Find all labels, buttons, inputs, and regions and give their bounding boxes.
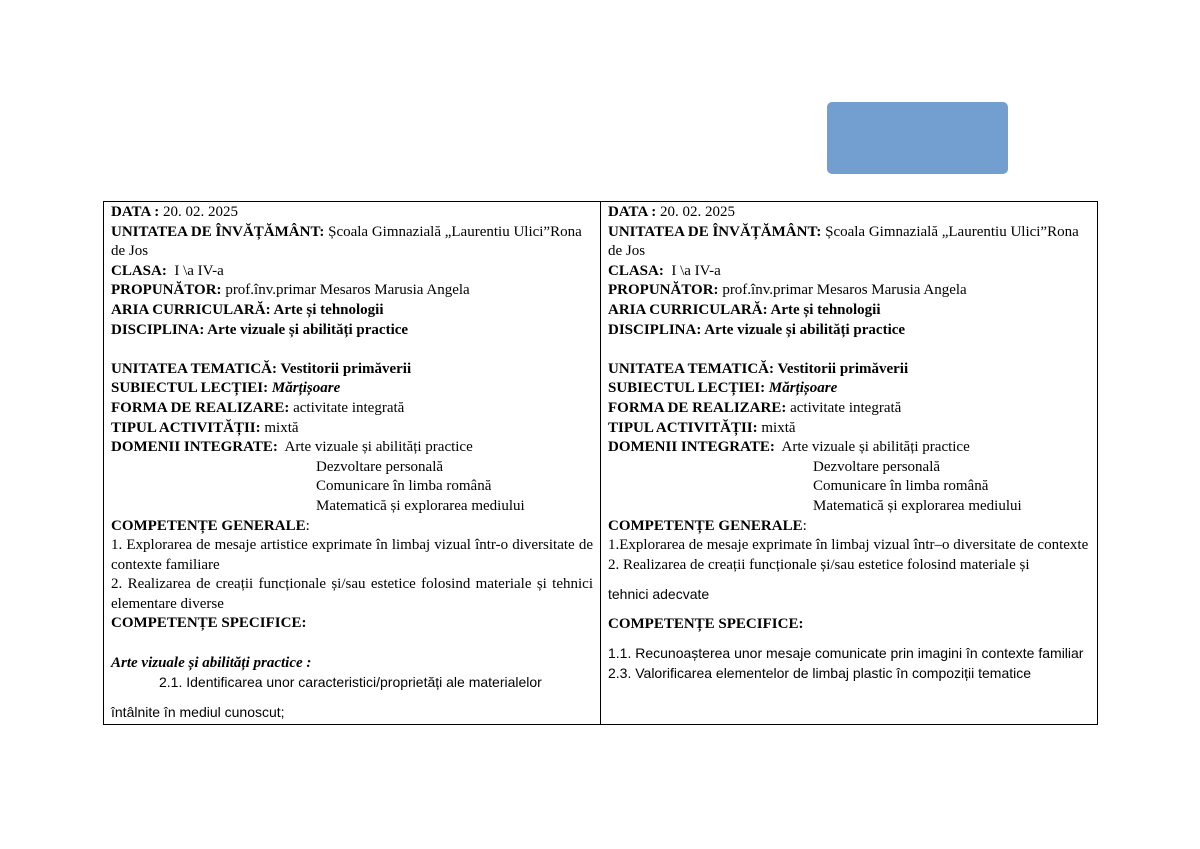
teacher-line (608, 281, 1090, 301)
school-label: UNITATEA DE ÎNVĂȚĂMÂNT: (111, 223, 325, 240)
domain-item: Dezvoltare personală (316, 458, 444, 475)
teacher-label: PROPUNĂTOR: (111, 282, 222, 299)
subject-value: Mărțișoare (268, 380, 341, 397)
thematic-unit-label: UNITATEA TEMATICĂ: (608, 360, 774, 377)
domains-line (111, 438, 593, 458)
activity-type-line (111, 419, 593, 439)
activity-type-label: TIPUL ACTIVITĂȚII: (111, 419, 261, 436)
thematic-unit-value: Vestitorii primăverii (277, 360, 412, 377)
right-cell (601, 202, 1098, 725)
general-competence-item: 1. Explorarea de mesaje artistice exprimate în limbaj vizual într-o diversitate de contexte familiare (111, 537, 593, 573)
domain-item: Dezvoltare personală (813, 458, 941, 475)
header-shape (827, 102, 1008, 174)
teacher-value: prof.înv.primar Mesaros Marusia Angela (221, 282, 470, 299)
subject-label: SUBIECTUL LECȚIEI: (608, 380, 766, 397)
curricular-area-value: Arte și tehnologii (767, 301, 881, 318)
activity-type-value: mixtă (757, 419, 796, 436)
domain-item: Comunicare în limba română (316, 478, 492, 495)
school-label: UNITATEA DE ÎNVĂȚĂMÂNT: (608, 223, 822, 240)
school-value: Școala Gimnazială „Laurentiu Ulici”Rona de Jos (111, 223, 582, 260)
domains-line (608, 438, 1090, 458)
thematic-unit-line (608, 360, 1090, 380)
subject-line (111, 379, 593, 399)
domains-label: DOMENII INTEGRATE: (608, 439, 775, 456)
class-line (111, 262, 593, 282)
discipline-value: : Arte vizuale și abilități practice (199, 321, 409, 338)
lesson-plan-table (103, 201, 1098, 725)
date-line (111, 203, 593, 223)
general-competences-heading: COMPETENȚE GENERALE: (608, 517, 807, 534)
form-label: FORMA DE REALIZARE: (608, 399, 787, 416)
discipline-label: DISCIPLINA (111, 321, 200, 338)
school-value: Școala Gimnazială „Laurentiu Ulici”Rona de Jos (608, 223, 1079, 260)
class-value: I \a IV-a (166, 262, 224, 279)
thematic-unit-value: Vestitorii primăverii (774, 360, 909, 377)
general-competences-heading: COMPETENȚE GENERALE: (111, 517, 310, 534)
subject-value: Mărțișoare (765, 380, 838, 397)
school-line (111, 223, 593, 262)
form-line (111, 399, 593, 419)
specific-competence-item: 2.3. Valorificarea elementelor de limbaj plastic în compoziții tematice (608, 665, 1032, 682)
table-row (104, 202, 1098, 725)
activity-type-value: mixtă (260, 419, 299, 436)
teacher-label: PROPUNĂTOR: (608, 282, 719, 299)
curricular-area-label: ARIA CURRICULARĂ: (111, 301, 271, 318)
general-competence-item: 2. Realizarea de creații funcționale și/sau estetice folosind materiale și (608, 556, 1030, 573)
curricular-area-value: Arte și tehnologii (270, 301, 384, 318)
class-line (608, 262, 1090, 282)
thematic-unit-label: UNITATEA TEMATICĂ: (111, 360, 277, 377)
domains-first: Arte vizuale și abilități practice (774, 439, 970, 456)
left-cell (104, 202, 601, 725)
form-label: FORMA DE REALIZARE: (111, 399, 290, 416)
general-competence-item: 1.Explorarea de mesaje exprimate în limbaj vizual într–o diversitate de contexte (608, 537, 1089, 554)
curricular-area-line (111, 301, 593, 321)
specific-competence-item: 1.1. Recunoașterea unor mesaje comunicate prin imagini în contexte familiar (608, 645, 1084, 662)
specific-competence-item: 2.1. Identificarea unor caracteristici/proprietăți ale materialelor (159, 674, 542, 691)
specific-competences-heading: COMPETENȚE SPECIFICE: (608, 615, 804, 632)
teacher-line (111, 281, 593, 301)
date-value: 20. 02. 2025 (656, 204, 735, 220)
domains-first: Arte vizuale și abilități practice (277, 439, 473, 456)
domain-item: Matematică și explorarea mediului (813, 497, 1022, 514)
subject-label: SUBIECTUL LECȚIEI: (111, 380, 269, 397)
school-line (608, 223, 1090, 262)
discipline-line (608, 321, 1090, 341)
curricular-area-label: ARIA CURRICULARĂ: (608, 301, 768, 318)
general-competence-item: 2. Realizarea de creații funcționale și/sau estetice folosind materiale și tehnici elementare diverse (111, 576, 593, 612)
class-label: CLASA: (111, 262, 167, 279)
thematic-unit-line (111, 360, 593, 380)
date-value: 20. 02. 2025 (159, 204, 238, 220)
form-line (608, 399, 1090, 419)
teacher-value: prof.înv.primar Mesaros Marusia Angela (718, 282, 967, 299)
activity-type-label: TIPUL ACTIVITĂȚII: (608, 419, 758, 436)
discipline-value: : Arte vizuale și abilități practice (696, 321, 906, 338)
form-value: activitate integrată (289, 399, 405, 416)
specific-subject: Arte vizuale și abilități practice : (111, 654, 312, 671)
discipline-line (111, 321, 593, 341)
class-label: CLASA: (608, 262, 664, 279)
general-competence-item-cont: tehnici adecvate (608, 586, 710, 603)
date-label: DATA : (608, 204, 657, 220)
subject-line (608, 379, 1090, 399)
specific-competence-item-cont: întâlnite în mediul cunoscut; (111, 703, 285, 720)
specific-competences-heading: COMPETENȚE SPECIFICE: (111, 615, 307, 632)
date-line (608, 203, 1090, 223)
domains-label: DOMENII INTEGRATE: (111, 439, 278, 456)
domain-item: Matematică și explorarea mediului (316, 497, 525, 514)
discipline-label: DISCIPLINA (608, 321, 697, 338)
domain-item: Comunicare în limba română (813, 478, 989, 495)
curricular-area-line (608, 301, 1090, 321)
activity-type-line (608, 419, 1090, 439)
form-value: activitate integrată (786, 399, 902, 416)
class-value: I \a IV-a (663, 262, 721, 279)
date-label: DATA : (111, 204, 160, 220)
